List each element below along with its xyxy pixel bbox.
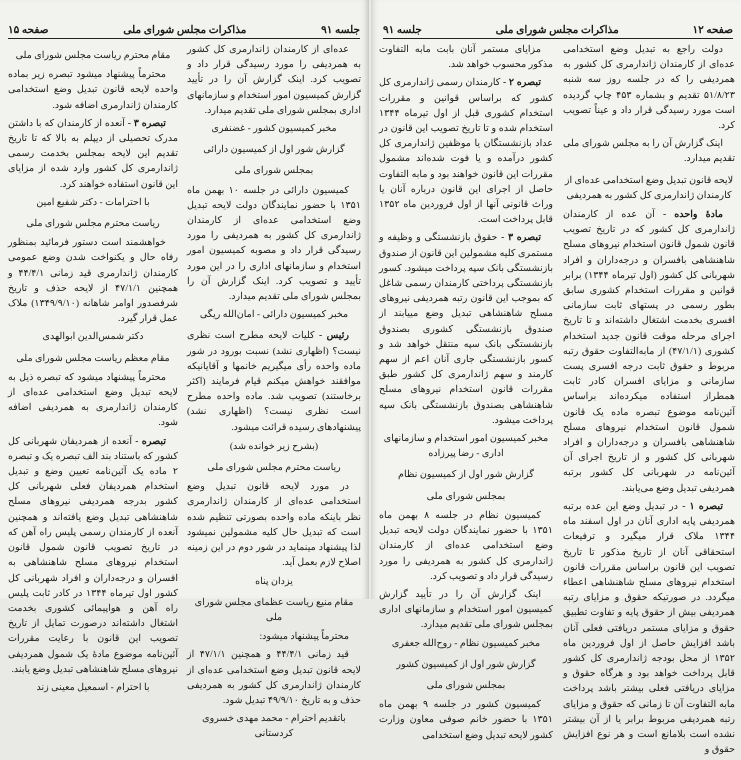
session-number: جلسه ۹۱ — [321, 25, 360, 36]
section-heading — [187, 595, 361, 625]
paragraph — [187, 647, 361, 708]
page-header — [8, 22, 360, 39]
section-heading — [8, 216, 178, 231]
block-text: یزدان پناه — [255, 575, 293, 587]
block-text: خواهشمند است دستور فرمائید بمنظور رفاه حال و یکنواخت شدن وضع عمومی کارمندان ژاندارمری قید زمانی ۴۴/۴/۱ و همچنین ۴۷/۱/۱ از لایحه حذف و تاریخ شرفصدور اوامر شاهانه (۱۳۴۹/۹/۱۰) ملاک عمل قرار گیرد. — [8, 237, 179, 325]
paragraph — [563, 42, 735, 133]
clause-label: تبصره ۱ - — [678, 500, 724, 512]
signature — [379, 431, 553, 461]
publication-title: مذاکرات مجلس شورای ملی — [495, 25, 619, 36]
note — [187, 439, 361, 454]
paragraph — [8, 235, 178, 326]
session-number: جلسه ۹۱ — [383, 25, 422, 36]
paragraph — [379, 42, 553, 72]
paragraph — [8, 434, 178, 677]
paragraph — [187, 328, 361, 434]
signature — [8, 680, 178, 695]
block-text: گزارش شور اول از کمیسیون دارائی — [203, 144, 345, 156]
section-heading — [379, 657, 553, 672]
paragraph — [8, 67, 178, 113]
page-header — [383, 22, 733, 39]
block-text: آنعده از همردیفان شهربانی کل کشور که باستناد بند الف تبصره یک و تبصره ۲ ماده یک آئین‌نامه تعیین وضع و تبدیل استخدام همردیفان فعلی شهربانی کل کشور بدرجه همردیفی نیروهای مسلح شاهنشاهی تبدیل وضع یافته‌اند و همچنین آنعده از کارمندان رسمی پلیس راه آهن که در تاریخ تصویب قانون شمول قانون استخدام نیروهای مسلح شاهنشاهی به افسران و درجه‌داران و افراد شهربانی کل کشور اول تیرماه ۱۳۴۴ در کادر ثابت پلیس راه آهن و هواپیمائی کشوری بخدمت اشتغال داشته‌اند درصورت تمایل از تاریخ تصویب این قانون با رعایت مقررات آئین‌نامه موضوع مادهٔ یک شمول همردیفی نیروهای مسلح شاهنشاهی تبدیل وضع یابند. — [8, 435, 178, 675]
section-heading — [8, 351, 178, 366]
clause-label: تبصره ۲ - — [500, 77, 541, 89]
paragraph — [379, 75, 553, 227]
block-text: آن عده از کارمندان ژاندارمری کل کشور که در تاریخ تصویب قانون شمول قانون استخدام نیروهای مسلح شاهنشاهی بافسران و درجه‌داران و افراد شهربانی کل کشور (اول تیرماه ۱۳۴۴) برابر قوانین و مقررات استخدام کشوری سابق بطور رسمی در پستهای ثابت سازمانی افسری بخدمت اشتغال داشته‌اند و تا تاریخ اجرای مرحله موقت قانون جدید استخدام کشوری (۴۷/۱/۱) از مابه‌التفاوت حقوق رتبه مربوط و حقوق ثابت درجه افسری پست سازمانی و مزایای افسران کادر ثابت همطراز استفاده میکرده‌اند براساس آئین‌نامه موضوع تبصره ماده یک قانون شمول قانون استخدام نیروهای مسلح شاهنشاهی بافسران و درجه‌داران و افراد شهربانی کل کشور و از تاریخ اجرای آن آئین‌نامه در شهربانی کل کشور برتبه همردیفی تبدیل وضع می‌یابند. — [563, 209, 736, 494]
block-text: با احترامات - دکتر شفیع امین — [36, 196, 150, 208]
block-text: مخبر کمیسیون امور استخدام و سازمانهای اداری - رضا پیرزاده — [383, 433, 549, 460]
section-heading — [379, 489, 553, 504]
block-text: کمیسیون کشور در جلسه ۹ بهمن ماه ۱۳۵۱ با حضور خانم صوفی معاون وزارت کشور لایحه تبدیل وضع استخدامی — [379, 699, 553, 741]
block-text: باتقدیم احترام - محمد مهدی خسروی کردستانی — [202, 713, 346, 740]
block-text: کمیسیون نظام در جلسه ۸ بهمن ماه ۱۳۵۱ با حضور نمایندگان دولت لایحه تبدیل وضع استخدامی عده‌ای از کارمندان ژاندارمری کل کشور به همردیفی را مورد رسیدگی قرار داد و تصویب کرد. — [379, 509, 553, 582]
clause-label: تبصره - — [132, 435, 166, 447]
block-text: بمجلس شورای ملی — [426, 490, 506, 502]
paragraph — [187, 42, 361, 118]
block-text: گزارش شور اول از کمیسیون کشور — [396, 658, 536, 670]
block-text: ریاست محترم مجلس شورای ملی — [26, 218, 160, 230]
paragraph — [379, 697, 553, 743]
clause-label: مادهٔ واحده - — [654, 209, 723, 221]
paragraph — [379, 587, 553, 633]
block-text: مزایای مستمر آنان بابت مابه التفاوت مذکور محسوب خواهد شد. — [379, 44, 553, 71]
block-text: عده‌ای از کارمندان ژاندارمری کل کشور به همردیفی را مورد رسیدگی قرار داد و تصویب کرد. اینک گزارش آن را در تأیید گزارش کمیسیون امور استخدام و سازمانهای اداری بمجلس شورای ملی تقدیم میدارد. — [187, 44, 361, 116]
left-page — [0, 0, 369, 740]
block-text: محترماً پیشنهاد میشود که تبصره ذیل به لایحه تبدیل وضع استخدامی عده‌ای از کارمندان ژاندارمری به همردیفی اضافه شود. — [8, 371, 178, 429]
block-text: مقام محترم ریاست مجلس شورای ملی — [15, 50, 171, 61]
block-text: دولت راجع به تبدیل وضع استخدامی عده‌ای از کارمندان ژاندارمری کل کشور به همردیفی را که در جلسه روز سه شنبه ۵۱/۸/۲۳ تقدیم و بشماره ۴۵۳ چاپ گردیده است مورد رسیدگی قرار داد و عیناً تصویب کرد. — [563, 44, 735, 132]
section-heading — [187, 460, 361, 475]
block-text: حقوق بازنشستگی و وظیفه و مستمری کلیه مشمولین این قانون از صندوق بازنشستگی بانک سپه پرداخت میشود. کسور بازنشستگی پرداختی کارمندان رسمی شاغل که بموجب این قانون رتبه همردیفی نیروهای مسلح شاهنشاهی تبدیل وضع مییابند از صندوق بازنشستگی کشوری بصندوق بازنشستگی بانک سپه منتقل خواهد شد و کسور بازنشستگی جاری آنان اعم از سهم کارمند و سهم ژاندارمری کل کشور طبق مقررات قانون استخدام نیروهای مسلح شاهنشاهی بصندوق بازنشستگی بانک سپه پرداخت میشود. — [379, 232, 553, 426]
signature — [8, 329, 178, 344]
block-text: اینک گزارش آن را در تأیید گزارش کمیسیون امور استخدام و سازمانهای اداری بمجلس شورای ملی تقدیم میدارد. — [379, 588, 553, 631]
paragraph — [187, 629, 361, 644]
paragraph — [8, 370, 178, 431]
block-text: مخبر کمیسیون کشور - غضنفری — [211, 123, 337, 135]
signature — [187, 121, 361, 136]
section-heading — [187, 163, 361, 178]
text-column-left — [8, 42, 178, 701]
signature — [187, 307, 361, 322]
section-heading — [187, 142, 361, 157]
signature — [187, 574, 361, 589]
block-text: کمیسیون دارائی در جلسه ۱۰ بهمن ماه ۱۳۵۱ با حضور نمایندگان دولت لایحه تبدیل وضع استخدامی عده‌ای از کارمندان ژاندارمری کل کشور به همردیفی را مورد رسیدگی قرار داد و مصوبه کمیسیون امور استخدام و سازمانهای اداری را در این مورد تأیید و تصویب کرد. اینک گزارش آن را بمجلس شورای ملی تقدیم میدارد. — [187, 184, 361, 303]
block-text: کارمندان رسمی ژاندارمری کل کشور که براساس قوانین و مقررات استخدام کشوری قبل از اول تیرماه ۱۳۴۴ استخدام شده و تا تاریخ تصویب این قانون در عداد بازنشستگان یا موظفین ژاندارمری کل کشور درآمده و یا فوت شده‌اند مشمول مقررات این قانون خواهند بود و مابه التفاوت حاصل از اجرای این قانون درباره آنان یا وراث قانونی آنها از اول فروردین ماه ۱۳۵۲ قابل پرداخت است. — [379, 77, 553, 226]
clause-label: رئیس - — [314, 330, 349, 342]
block-text: مخبر کمیسیون نظام - روح‌الله جعفری — [391, 637, 541, 649]
block-text: بمجلس شورای ملی — [426, 679, 506, 691]
paragraph — [8, 116, 178, 192]
page-number: صفحه ۱۵ — [8, 25, 49, 36]
block-text: بمجلس شورای ملی — [234, 165, 314, 177]
clause-label: تبصره ۳ - — [124, 117, 166, 129]
paragraph — [563, 136, 735, 166]
paragraph — [379, 508, 553, 584]
signature — [187, 711, 361, 741]
paragraph — [563, 207, 735, 496]
paragraph — [187, 183, 361, 305]
signature — [379, 636, 553, 651]
block-text: در تبدیل وضع این عده برتبه همردیفی پایه اداری آنان در اول اسفند ماه ۱۳۴۴ ملاک قرار میگیرد و ترفیعات استحقاقی آنان از تاریخ مذکور تا تاریخ تصویب این قانون براساس مقررات قانون استخدام نیروهای مسلح شاهنشاهی اعطاء میگردد. در صورتیکه حقوق و مزایای رتبه همردیفی بیش از حقوق پایه و تفاوت تطبیق حقوق و مزایای مستمر دریافتی فعلی آنان باشد افزایش حاصل از اول فروردین ماه ۱۳۵۲ از محل بودجه ژاندارمری کل کشور قابل پرداخت خواهد بود و هرگاه حقوق و مزایای دریافتی فعلی بیشتر باشد پرداخت مابه التفاوت آن تا زمانی که حقوق و مزایای رتبه همردیفی مربوط برابر یا از آن بیشتر نشده است بلامانع است و هر نوع افزایش حقوق و — [563, 500, 735, 756]
section-heading — [379, 678, 553, 693]
block-text: محترماً پیشنهاد میشود تبصره زیر بماده واحده لایحه قانون تبدیل وضع استخدامی کارمندان ژاندارمری اضافه شود. — [8, 69, 178, 111]
paragraph — [563, 499, 735, 757]
section-heading — [379, 467, 553, 482]
block-text: (بشرح زیر خوانده شد) — [229, 440, 319, 452]
block-text: قید زمانی ۴۴/۴/۱ و همچنین ۴۷/۱/۱ از لایحه قانون تبدیل وضع استخدامی عده‌ای از کارمندان ژاندارمری کل کشور به همردیفی حذف و به تاریخ ۴۹/۹/۱۰ تبدیل شود. — [187, 649, 361, 706]
paragraph — [379, 230, 553, 428]
section-heading — [8, 48, 178, 63]
block-text: مخبر کمیسیون دارائی - امان‌الله ریگی — [199, 309, 349, 321]
signature — [8, 195, 178, 210]
block-text: گزارش شور اول از کمیسیون نظام — [398, 469, 534, 481]
block-text: کلیات لایحه مطرح است نظری نیست؟ (اظهاری نشد) نسبت بورود در شور ماده واحده رأی میگیریم خانمها و آقایانیکه موافقند خواهش میکنم قیام فرمایند (اکثر برخاستند) تصویب شد. ماده واحده مطرح است نظری نیست؟ (اظهاری نشد) پیشنهادهای رسیده قرائت میشود. — [187, 330, 361, 433]
block-text: دکتر شمس‌الدین ابوالهدی — [42, 331, 144, 343]
block-text: محترماً پیشنهاد میشود: — [259, 631, 349, 643]
text-column-left — [379, 42, 553, 746]
paragraph — [187, 479, 361, 570]
block-text: اینک گزارش آن را به مجلس شورای ملی تقدیم میدارد. — [563, 138, 735, 165]
block-text: با احترام - اسمعیل معینی زند — [36, 681, 150, 693]
block-text: لایحه قانون تبدیل وضع استخدامی عده‌ای از کارمندان ژاندارمری کل کشور به همردیفی — [564, 174, 734, 201]
clause-label: تبصره ۳ - — [497, 232, 541, 244]
block-text: آنعده از کارمندان که با داشتن مدرک تحصیلی از دیپلم به بالا که تا تاریخ تقدیم این لایحه بمجلس بخدمت رسمی ژاندارمری کل کشور وارد شده از مزایای این قانون استفاده خواهند کرد. — [8, 117, 178, 190]
section-heading — [563, 173, 735, 203]
text-column-right — [563, 42, 735, 760]
block-text: مقام معظم ریاست مجلس شورای ملی — [16, 352, 170, 364]
page-number: صفحه ۱۲ — [692, 25, 733, 36]
block-text: مقام منیع ریاست عظمای مجلس شورای ملی — [194, 596, 354, 623]
text-column-right — [187, 42, 361, 748]
publication-title: مذاکرات مجلس شورای ملی — [123, 25, 247, 36]
right-page — [371, 0, 741, 756]
block-text: در مورد لایحه قانون تبدیل وضع استخدامی عده‌ای از کارمندان ژاندارمری نظر باینکه ماده واحده بصورتی تنظیم شده است که تبدیل حال کلیه مشمولین نمیشود لذا پیشنهاد مینماید در شور دوم در این زمینه اصلاح لازم بعمل آید. — [187, 481, 361, 569]
block-text: ریاست محترم مجلس شورای ملی — [207, 462, 341, 474]
